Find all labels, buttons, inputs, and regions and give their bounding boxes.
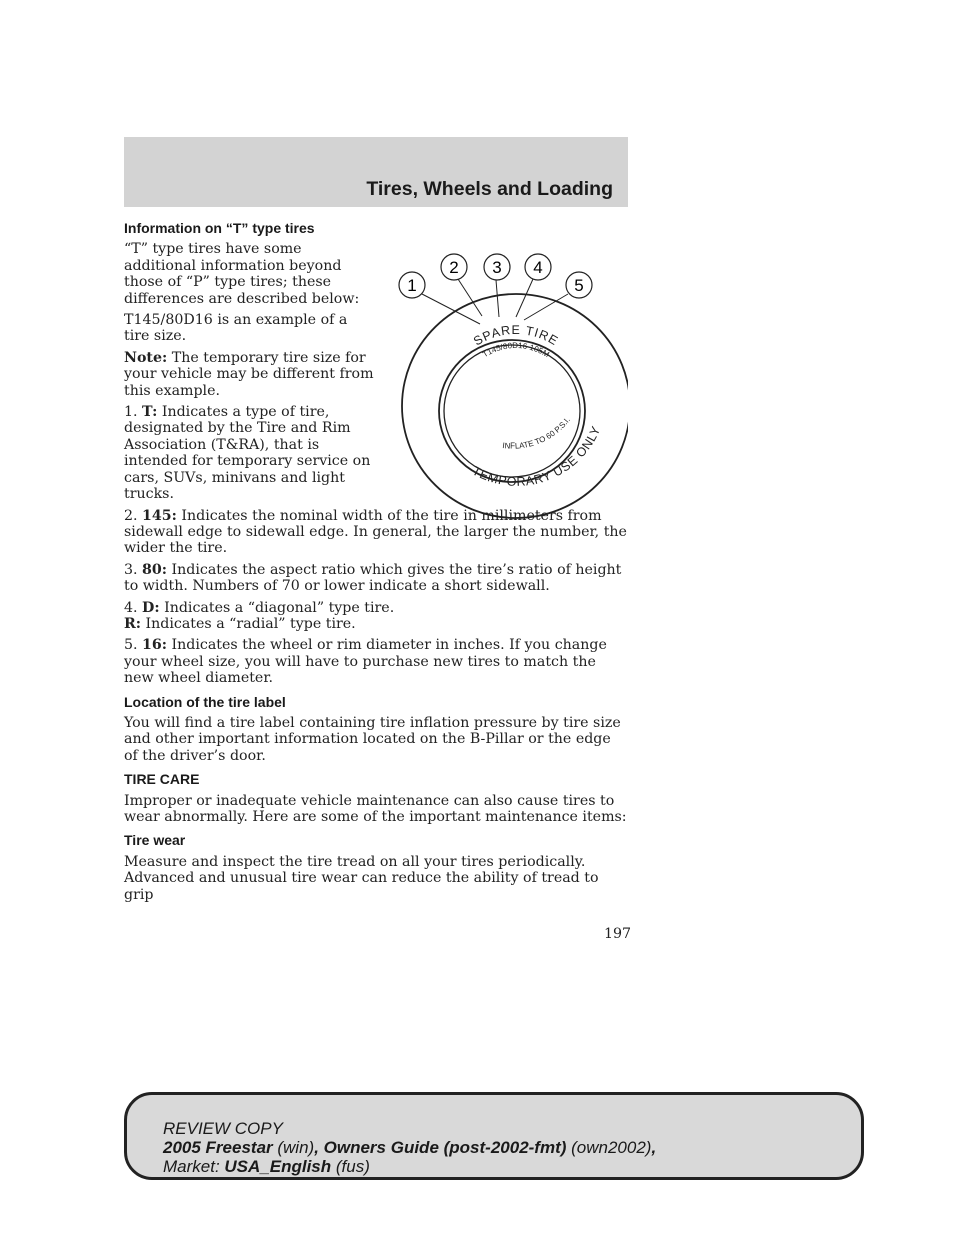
item-text: Indicates the wheel or rim diameter in inches. If you change your wheel size, you will have to purchase new tires to match the new wheel diameter. — [124, 637, 607, 687]
item-text: Indicates a “diagonal” type tire. — [159, 599, 395, 616]
leader-line-1 — [422, 294, 480, 324]
item-term: 145: — [142, 507, 177, 524]
paragraph-tire-care: Improper or inadequate vehicle maintenance can also cause tires to wear abnormally. Here are some of the important maintenance items: — [124, 792, 627, 825]
item-text: Indicates the nominal width of the tire in millimeters from sidewall edge to sidewall edge. In general, the larger the number, the wider the tire. — [124, 507, 627, 557]
list-item — [124, 600, 628, 633]
item-number: 4. — [124, 599, 143, 616]
leader-line-2 — [458, 279, 482, 316]
item-number: 5. — [124, 637, 143, 654]
callout-label-2: 2 — [449, 258, 459, 277]
sidewall-spare-tire: SPARE TIRE — [471, 322, 561, 349]
page-number: 197 — [604, 926, 632, 942]
item-term: 80: — [142, 561, 168, 578]
callout-label-5: 5 — [574, 276, 584, 295]
footer-comma: , — [651, 1138, 657, 1157]
tire-diagram — [388, 244, 628, 529]
sidewall-inflate: INFLATE TO 60 P.S.I. — [501, 415, 572, 451]
callout-label-4: 4 — [533, 258, 543, 277]
note-label: Note: — [124, 349, 168, 366]
paragraph-example: T145/80D16 is an example of a tire size. — [124, 312, 348, 345]
item-term-radial: R: — [124, 615, 142, 632]
footer-text — [163, 1119, 656, 1176]
callout-1 — [399, 272, 425, 298]
note-paragraph — [124, 350, 374, 399]
footer-market: USA_English — [224, 1157, 332, 1176]
tire-sidewall-figure — [388, 244, 628, 529]
item-text: Indicates a type of tire, designated by the Tire and Rim Association (T&RA), that is intended for temporary service on cars, SUVs, minivans and light trucks. — [124, 404, 371, 503]
footer-model: 2005 Freestar — [163, 1138, 273, 1157]
note-text: The temporary tire size for your vehicle may be different from this example. — [124, 349, 374, 399]
leader-line-3 — [496, 280, 499, 317]
footer-guide: , Owners Guide (post-2002-fmt) — [314, 1138, 567, 1157]
footer-line-3 — [163, 1157, 656, 1176]
heading-tire-care: TIRE CARE — [124, 771, 200, 788]
list-item — [124, 562, 628, 595]
footer-model-code: (win) — [272, 1138, 315, 1157]
sidewall-temporary-use: TEMPORARY USE ONLY — [469, 423, 604, 489]
footer-market-code: (fus) — [331, 1157, 370, 1176]
paragraph-location: You will find a tire label containing tire inflation pressure by tire size and other important information located on the B-Pillar or the edge of the driver’s door. — [124, 714, 621, 764]
item-term: T: — [142, 404, 158, 421]
heading-tire-wear: Tire wear — [124, 832, 186, 849]
footer-line-2 — [163, 1138, 656, 1157]
item-text: Indicates the aspect ratio which gives the tire’s ratio of height to width. Numbers of 70 or lower indicate a short sidewall. — [124, 561, 622, 595]
paragraph-tire-wear: Measure and inspect the tire tread on all your tires periodically. Advanced and unusual tire wear can reduce the ability of tread to grip — [124, 853, 599, 903]
heading-t-type: Information on “T” type tires — [124, 220, 315, 236]
rim-inner-edge — [444, 345, 580, 477]
item-number: 2. — [124, 507, 143, 524]
item-text-radial: Indicates a “radial” type tire. — [141, 615, 356, 632]
callout-2 — [441, 254, 467, 280]
review-copy-footer — [124, 1092, 864, 1180]
header-band — [124, 137, 628, 207]
callout-3 — [484, 254, 510, 280]
sidewall-size: T145/80D16 105M — [481, 340, 551, 360]
callout-5 — [566, 272, 592, 298]
footer-guide-code: (own2002) — [566, 1138, 652, 1157]
page-title: Tires, Wheels and Loading — [366, 178, 613, 200]
item-number: 3. — [124, 561, 143, 578]
footer-market-label: Market: — [163, 1157, 225, 1176]
callout-4 — [525, 254, 551, 280]
item-term: 16: — [142, 637, 168, 654]
paragraph-intro: “T” type tires have some additional information beyond those of “P” type tires; these differences are described below: — [124, 241, 360, 307]
heading-location: Location of the tire label — [124, 693, 286, 710]
list-item — [124, 404, 374, 502]
leader-line-4 — [516, 279, 533, 317]
footer-line-1: REVIEW COPY — [163, 1119, 283, 1138]
list-item — [124, 637, 628, 686]
item-term: D: — [142, 599, 160, 616]
callout-label-3: 3 — [492, 258, 502, 277]
item-number: 1. — [124, 404, 143, 421]
callout-label-1: 1 — [407, 276, 417, 295]
